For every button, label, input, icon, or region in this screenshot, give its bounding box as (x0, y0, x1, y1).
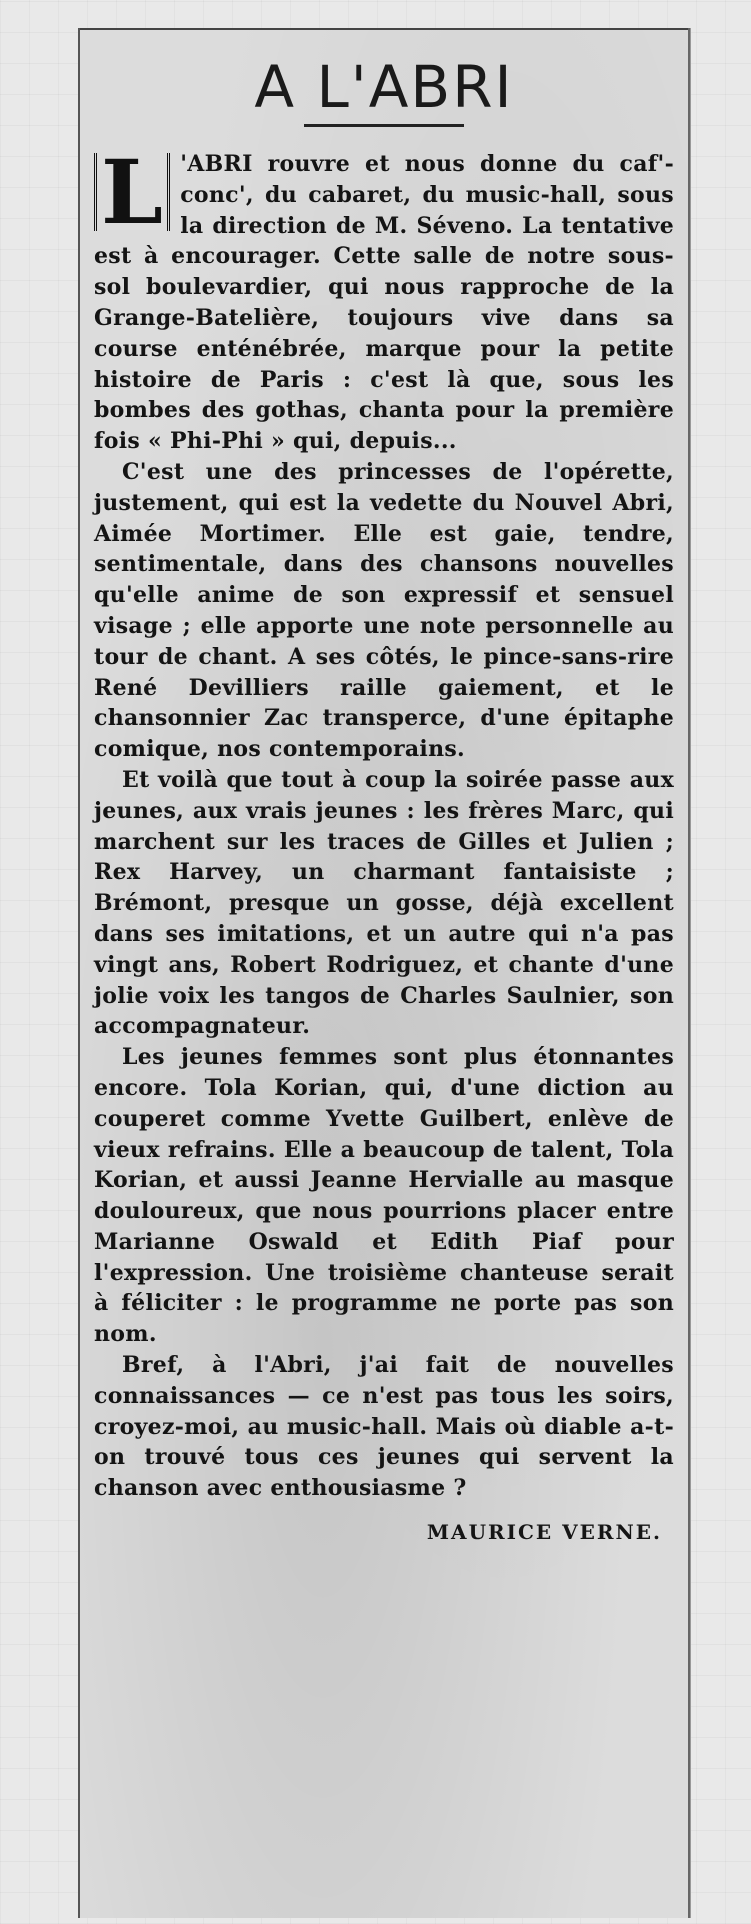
paragraph-4: Les jeunes femmes sont plus étonnantes encore. Tola Korian, qui, d'une diction au couperet comme Yvette Guilbert, enlève de vieux refrains. Elle a beaucoup de talent, Tola Korian, et aussi Jeanne Hervialle au masque douloureux, que nous pourrions placer entre Marianne Oswald et Edith Piaf pour l'expression. Une troisième chanteuse serait à féliciter : le programme ne porte pas son nom. (94, 1044, 674, 1348)
paragraph-3: Et voilà que tout à coup la soirée passe aux jeunes, aux vrais jeunes : les frères Marc, qui marchent sur les traces de Gilles et Julien ; Rex Harvey, un charmant fantaisiste ; Brémont, presque un gosse, déjà excellent dans ses imitations, et un autre qui n'a pas vingt ans, Robert Rodriguez, et chante d'une jolie voix les tangos de Charles Saulnier, son accompagnateur. (94, 766, 674, 1040)
article-body (80, 127, 688, 1504)
author-signature: MAURICE VERNE. (426, 1520, 662, 1545)
paragraph-2: C'est une des princesses de l'opérette, justement, qui est la vedette du Nouvel Abri, Aimée Mortimer. Elle est gaie, tendre, sentimentale, dans des chansons nouvelles qu'elle anime de son expressif et sensuel visage ; elle apporte une note personnelle au tour de chant. A ses côtés, le pince-sans-rire René Devilliers raille gaiement, et le chansonnier Zac transperce, d'une épitaphe comique, nos contemporains. (94, 458, 674, 763)
paragraph-1-text: 'ABRI rouvre et nous donne du caf'-conc', du cabaret, du music-hall, sous la direction de M. Séveno. La tentative est à encourager. Cette salle de notre sous-sol boulevardier, qui nous rapproche de la Grange-Batelière, toujours vive dans sa course enténébrée, marque pour la petite histoire de Paris : c'est là que, sous les bombes des gothas, chanta pour la première fois « Phi-Phi » qui, depuis... (94, 151, 674, 455)
drop-cap: L (94, 153, 170, 231)
article-title: A L'ABRI (254, 53, 514, 121)
top-rule (80, 28, 688, 30)
newspaper-clipping (78, 28, 690, 1918)
paragraph-5: Bref, à l'Abri, j'ai fait de nouvelles connaissances — ce n'est pas tous les soirs, croyez-moi, au music-hall. Mais où diable a-t-on trouvé tous ces jeunes qui servent la chanson avec enthousiasme ? (94, 1352, 674, 1502)
paragraph-1 (94, 140, 674, 457)
